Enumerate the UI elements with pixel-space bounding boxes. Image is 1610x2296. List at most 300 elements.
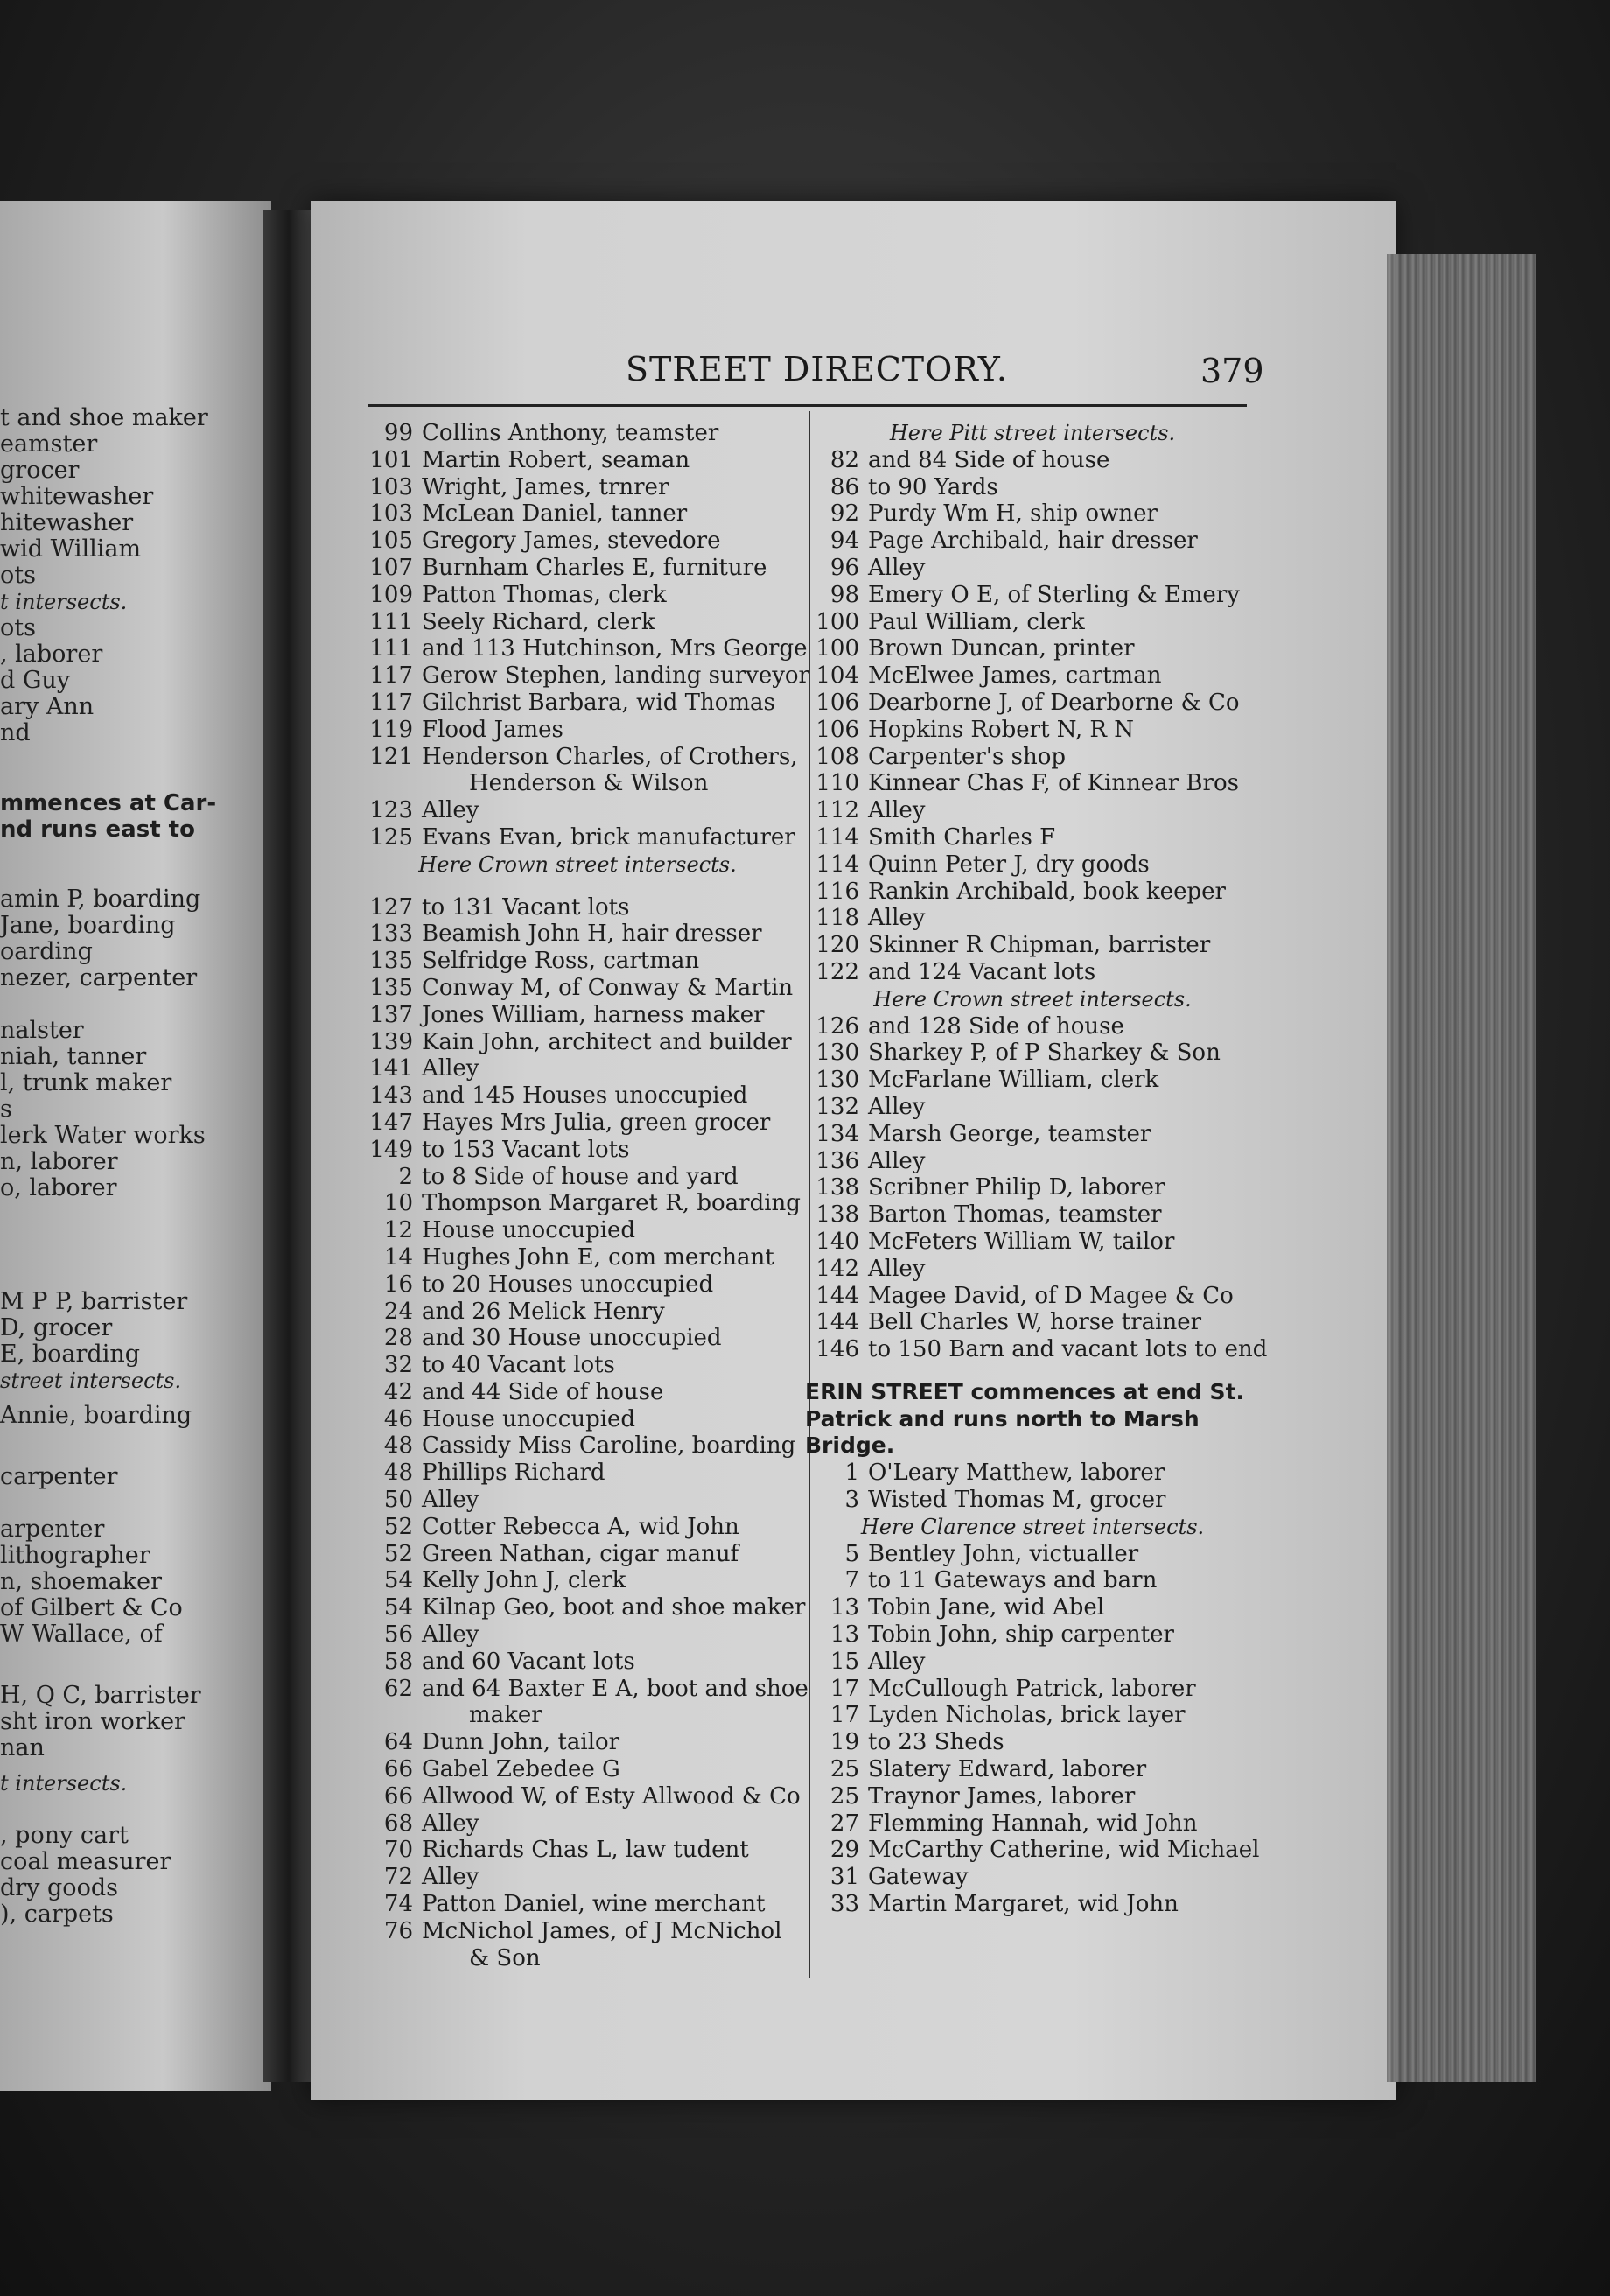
facing-page-line: n, laborer [0, 1148, 118, 1175]
facing-page-line: , pony cart [0, 1822, 129, 1849]
house-number: 64 [383, 1729, 413, 1756]
facing-page-line: amin P, boarding [0, 886, 201, 913]
house-number: 17 [830, 1702, 859, 1729]
house-number: 25 [830, 1756, 859, 1783]
directory-entry [350, 1271, 805, 1298]
resident-text: to 23 Sheds [868, 1729, 1004, 1756]
house-number: 16 [383, 1270, 413, 1298]
resident-text: to 131 Vacant lots [422, 893, 630, 920]
facing-page-line: nd [0, 719, 31, 746]
house-number: 32 [383, 1352, 413, 1379]
directory-entry [350, 500, 805, 528]
facing-page-line: M P P, barrister [0, 1288, 188, 1315]
house-number: 135 [369, 974, 413, 1001]
resident-text: Gregory James, stevedore [422, 528, 721, 555]
resident-text: Wright, James, trnrer [422, 473, 669, 500]
house-number: 136 [816, 1147, 859, 1174]
directory-entry [350, 744, 805, 771]
house-number: 103 [369, 500, 413, 528]
facing-page-line: of Gilbert & Co [0, 1594, 183, 1621]
facing-page-line: mmences at Car- [0, 790, 217, 816]
facing-page-line: carpenter [0, 1463, 118, 1490]
facing-page-line: t intersects. [0, 1771, 128, 1796]
directory-entry [350, 474, 805, 501]
house-number: 52 [383, 1540, 413, 1567]
resident-text: and 64 Baxter E A, boot and shoe [422, 1675, 808, 1702]
directory-entry [796, 555, 1269, 582]
house-number: 15 [830, 1648, 859, 1675]
house-number: 109 [369, 581, 413, 608]
directory-entry [796, 1891, 1269, 1918]
facing-page-line: nan [0, 1734, 45, 1761]
directory-entry [796, 1148, 1269, 1175]
directory-entry [350, 1137, 805, 1164]
directory-entry [796, 1040, 1269, 1067]
resident-text: Alley [422, 797, 480, 824]
directory-entry [796, 824, 1269, 851]
house-number: 54 [383, 1594, 413, 1621]
header-rule [368, 404, 1247, 407]
house-number: 94 [830, 528, 859, 555]
directory-entry [796, 447, 1269, 474]
house-number: 121 [369, 743, 413, 770]
resident-text: Collins Anthony, teamster [422, 420, 719, 446]
resident-text: Dearborne J, of Dearborne & Co [868, 689, 1240, 716]
house-number: 70 [383, 1837, 413, 1864]
directory-entry [350, 797, 805, 824]
facing-page-line: niah, tanner [0, 1043, 147, 1070]
facing-page-line: dry goods [0, 1874, 118, 1901]
directory-entry [796, 1567, 1269, 1594]
house-number: 111 [369, 635, 413, 662]
intersection-note: Here Clarence street intersects. [860, 1514, 1205, 1539]
directory-entry [796, 932, 1269, 959]
resident-text: and 30 House unoccupied [422, 1325, 722, 1352]
resident-text: Evans Evan, brick manufacturer [422, 823, 795, 850]
resident-text: McLean Daniel, tanner [422, 500, 688, 528]
intersection-note: Here Pitt street intersects. [889, 421, 1176, 445]
resident-text: Jones William, harness maker [422, 1001, 765, 1028]
resident-text: Hughes John E, com merchant [422, 1243, 774, 1270]
resident-text: Page Archibald, hair dresser [868, 528, 1198, 555]
house-number: 111 [369, 608, 413, 635]
house-number: 62 [383, 1675, 413, 1702]
facing-page-line: grocer [0, 457, 80, 484]
directory-entry [350, 1487, 805, 1514]
directory-entry [350, 609, 805, 636]
house-number: 31 [830, 1864, 859, 1891]
house-number: 13 [830, 1594, 859, 1621]
resident-text: Martin Margaret, wid John [868, 1891, 1179, 1918]
directory-entry [350, 1918, 805, 1945]
facing-page-line: coal measurer [0, 1848, 172, 1875]
house-number: 106 [816, 689, 859, 716]
resident-text: Lyden Nicholas, brick layer [868, 1702, 1186, 1729]
entry-continuation: & Son [469, 1944, 541, 1971]
directory-entry [350, 1837, 805, 1864]
directory-entry [350, 1244, 805, 1271]
house-number: 106 [816, 716, 859, 743]
directory-entry [796, 1256, 1269, 1283]
resident-text: Flood James [422, 716, 564, 743]
house-number: 19 [830, 1729, 859, 1756]
house-number: 96 [830, 554, 859, 581]
facing-page-line: t and shoe maker [0, 404, 208, 431]
resident-text: to 11 Gateways and barn [868, 1567, 1158, 1594]
directory-entry [796, 959, 1269, 986]
street-heading: ERIN STREET commences at end St. [805, 1378, 1245, 1404]
facing-page-line: nalster [0, 1017, 84, 1044]
house-number: 143 [369, 1082, 413, 1110]
house-number: 33 [830, 1891, 859, 1918]
house-number: 54 [383, 1567, 413, 1594]
house-number: 98 [830, 581, 859, 608]
resident-text: Paul William, clerk [868, 608, 1085, 635]
resident-text: Brown Duncan, printer [868, 635, 1135, 662]
house-number: 141 [369, 1055, 413, 1082]
resident-text: Alley [868, 1648, 926, 1675]
directory-entry [350, 582, 805, 609]
house-number: 2 [398, 1163, 413, 1190]
facing-page-line: lerk Water works [0, 1122, 206, 1149]
house-number: 140 [816, 1228, 859, 1255]
resident-text: Magee David, of D Magee & Co [868, 1282, 1234, 1309]
resident-text: Purdy Wm H, ship owner [868, 500, 1158, 528]
facing-page-line: W Wallace, of [0, 1620, 163, 1648]
resident-text: Gerow Stephen, landing surveyor [422, 662, 809, 690]
house-number: 120 [816, 932, 859, 959]
street-heading: Patrick and runs north to Marsh [805, 1405, 1200, 1432]
resident-text: Thompson Margaret R, boarding [422, 1190, 801, 1217]
directory-entry [796, 1541, 1269, 1568]
facing-page-line: t intersects. [0, 590, 128, 614]
house-number: 119 [369, 716, 413, 743]
directory-entry [350, 1729, 805, 1756]
house-number: 99 [383, 420, 413, 446]
directory-entry [350, 920, 805, 948]
resident-text: and 26 Melick Henry [422, 1298, 665, 1325]
directory-entry [350, 948, 805, 975]
directory-entry [796, 474, 1269, 501]
directory-entry [350, 635, 808, 662]
directory-entry [796, 797, 1269, 824]
directory-entry [350, 975, 805, 1002]
house-number: 144 [816, 1282, 859, 1309]
directory-entry [796, 500, 1269, 528]
house-number: 92 [830, 500, 859, 528]
page-number: 379 [1200, 352, 1264, 390]
house-number: 24 [383, 1298, 413, 1325]
directory-entry [796, 582, 1269, 609]
house-number: 127 [369, 893, 413, 920]
directory-entry [796, 1676, 1269, 1703]
resident-text: McFeters William W, tailor [868, 1228, 1175, 1255]
facing-page-line: nezer, carpenter [0, 964, 198, 991]
resident-text: Kinnear Chas F, of Kinnear Bros [868, 770, 1239, 797]
house-number: 52 [383, 1513, 413, 1540]
facing-page-line: Annie, boarding [0, 1402, 192, 1429]
facing-page-line: ), carpets [0, 1900, 114, 1928]
resident-text: Cassidy Miss Caroline, boarding [422, 1432, 796, 1460]
directory-entry [796, 905, 1269, 932]
resident-text: Tobin John, ship carpenter [868, 1621, 1174, 1648]
house-number: 1 [844, 1460, 859, 1487]
house-number: 12 [383, 1217, 413, 1244]
facing-page-line: ary Ann [0, 693, 94, 720]
house-number: 100 [816, 635, 859, 662]
house-number: 138 [816, 1174, 859, 1201]
resident-text: Gateway [868, 1864, 969, 1891]
house-number: 116 [816, 878, 859, 905]
resident-text: Cotter Rebecca A, wid John [422, 1513, 739, 1540]
directory-entry [350, 1567, 805, 1594]
house-number: 135 [369, 948, 413, 975]
resident-text: Beamish John H, hair dresser [422, 920, 762, 948]
left-column [350, 420, 809, 1971]
resident-text: Emery O E, of Sterling & Emery [868, 581, 1240, 608]
resident-text: Slatery Edward, laborer [868, 1756, 1147, 1783]
resident-text: Flemming Hannah, wid John [868, 1810, 1198, 1837]
entry-continuation: maker [469, 1702, 542, 1729]
resident-text: Traynor James, laborer [868, 1782, 1136, 1810]
facing-page-line: ots [0, 614, 36, 641]
resident-text: and 145 Houses unoccupied [422, 1082, 748, 1110]
house-number: 66 [383, 1782, 413, 1810]
house-number: 50 [383, 1487, 413, 1514]
facing-page [0, 201, 271, 2091]
directory-entry [350, 1352, 805, 1379]
directory-entry [350, 1783, 805, 1810]
house-number: 25 [830, 1782, 859, 1810]
facing-page-line: s [0, 1096, 12, 1123]
facing-page-line: o, laborer [0, 1174, 117, 1201]
resident-text: Alley [422, 1487, 480, 1514]
facing-page-line: arpenter [0, 1516, 105, 1543]
resident-text: Gabel Zebedee G [422, 1756, 620, 1783]
directory-entry [796, 878, 1269, 906]
directory-entry [350, 894, 805, 921]
directory-entry [350, 420, 805, 447]
resident-text: Rankin Archibald, book keeper [868, 878, 1226, 905]
facing-page-line: n, shoemaker [0, 1568, 162, 1595]
resident-text: Hopkins Robert N, R N [868, 716, 1135, 743]
resident-text: and 60 Vacant lots [422, 1648, 635, 1675]
resident-text: Wisted Thomas M, grocer [868, 1487, 1166, 1514]
facing-page-line: d Guy [0, 667, 71, 694]
directory-entry [350, 1432, 805, 1460]
directory-entry [796, 1201, 1269, 1228]
spacer [796, 1363, 1269, 1379]
house-number: 66 [383, 1756, 413, 1783]
house-number: 126 [816, 1012, 859, 1040]
right-column [796, 420, 1269, 1918]
resident-text: to 8 Side of house and yard [422, 1163, 738, 1190]
house-number: 103 [369, 473, 413, 500]
directory-entry [796, 1283, 1269, 1310]
facing-page-line: ots [0, 562, 36, 589]
house-number: 72 [383, 1864, 413, 1891]
house-number: 118 [816, 905, 859, 932]
facing-page-line: nd runs east to [0, 816, 195, 843]
directory-entry [796, 1067, 1269, 1094]
facing-page-line: oarding [0, 938, 93, 965]
house-number: 74 [383, 1891, 413, 1918]
resident-text: Kelly John J, clerk [422, 1567, 626, 1594]
house-number: 112 [816, 797, 859, 824]
resident-text: Hayes Mrs Julia, green grocer [422, 1109, 771, 1136]
facing-page-line: street intersects. [0, 1368, 182, 1393]
facing-page-line: , laborer [0, 640, 103, 668]
directory-entry [350, 1082, 805, 1110]
directory-entry [796, 1460, 1269, 1487]
directory-entry [796, 1810, 1269, 1838]
house-number: 76 [383, 1917, 413, 1944]
resident-text: Martin Robert, seaman [422, 446, 690, 473]
directory-entry [796, 744, 1269, 771]
resident-text: Richards Chas L, law tudent [422, 1837, 749, 1864]
resident-text: McNichol James, of J McNichol [422, 1917, 782, 1944]
resident-text: Alley [422, 1864, 480, 1891]
house-number: 138 [816, 1201, 859, 1228]
facing-page-line: H, Q C, barrister [0, 1682, 201, 1709]
house-number: 13 [830, 1621, 859, 1648]
house-number: 144 [816, 1309, 859, 1336]
resident-text: to 40 Vacant lots [422, 1352, 615, 1379]
resident-text: Kilnap Geo, boot and shoe maker [422, 1594, 806, 1621]
facing-page-line: E, boarding [0, 1340, 141, 1368]
house-number: 114 [816, 823, 859, 850]
intersection-note: Here Crown street intersects. [418, 851, 737, 877]
house-number: 10 [383, 1190, 413, 1217]
directory-entry [350, 1298, 805, 1326]
house-number: 117 [369, 662, 413, 690]
directory-entry [350, 1164, 805, 1191]
resident-text: Bell Charles W, horse trainer [868, 1309, 1202, 1336]
house-number: 108 [816, 743, 859, 770]
house-number: 130 [816, 1067, 859, 1094]
resident-text: Alley [868, 1147, 926, 1174]
house-number: 139 [369, 1028, 413, 1055]
resident-text: Tobin Jane, wid Abel [868, 1594, 1105, 1621]
house-number: 105 [369, 528, 413, 555]
facing-page-line: whitewasher [0, 483, 154, 510]
page-title: STREET DIRECTORY. [626, 350, 1009, 388]
directory-entry [796, 662, 1269, 690]
resident-text: and 44 Side of house [422, 1378, 664, 1405]
resident-text: Alley [868, 1093, 926, 1120]
facing-page-line: lithographer [0, 1542, 150, 1569]
directory-entry [350, 1891, 805, 1918]
directory-entry [796, 1013, 1269, 1040]
resident-text: Quinn Peter J, dry goods [868, 850, 1150, 878]
directory-entry [796, 1594, 1269, 1621]
house-number: 107 [369, 554, 413, 581]
house-number: 56 [383, 1621, 413, 1648]
resident-text: Alley [868, 1255, 926, 1282]
resident-text: Skinner R Chipman, barrister [868, 932, 1211, 959]
directory-entry [796, 635, 1269, 662]
facing-page-line: sht iron worker [0, 1708, 186, 1735]
directory-entry [350, 1029, 805, 1056]
directory-entry [796, 1121, 1269, 1148]
resident-text: Kain John, architect and builder [422, 1028, 792, 1055]
directory-entry [796, 717, 1269, 744]
resident-text: Barton Thomas, teamster [868, 1201, 1162, 1228]
house-number: 123 [369, 797, 413, 824]
resident-text: to 20 Houses unoccupied [422, 1270, 714, 1298]
directory-entry [796, 1487, 1269, 1514]
house-number: 125 [369, 823, 413, 850]
house-number: 29 [830, 1837, 859, 1864]
directory-entry [796, 851, 1269, 878]
directory-entry [350, 1406, 805, 1433]
directory-entry [350, 1648, 805, 1676]
directory-entry [350, 1594, 805, 1621]
book-gutter [262, 210, 315, 2082]
resident-text: and 113 Hutchinson, Mrs George [422, 635, 808, 662]
house-number: 137 [369, 1001, 413, 1028]
house-number: 146 [816, 1336, 859, 1363]
resident-text: Burnham Charles E, furniture [422, 554, 767, 581]
resident-text: Allwood W, of Esty Allwood & Co [422, 1782, 801, 1810]
resident-text: Green Nathan, cigar manuf [422, 1540, 739, 1567]
resident-text: to 153 Vacant lots [422, 1136, 630, 1163]
resident-text: Smith Charles F [868, 823, 1056, 850]
resident-text: O'Leary Matthew, laborer [868, 1460, 1166, 1487]
directory-entry [350, 717, 805, 744]
directory-entry [350, 528, 805, 555]
resident-text: Dunn John, tailor [422, 1729, 620, 1756]
house-number: 114 [816, 850, 859, 878]
resident-text: Marsh George, teamster [868, 1120, 1152, 1147]
house-number: 100 [816, 608, 859, 635]
house-number: 122 [816, 958, 859, 985]
house-number: 27 [830, 1810, 859, 1837]
directory-entry [350, 1514, 805, 1541]
directory-entry [350, 1190, 805, 1217]
directory-entry [350, 1110, 805, 1137]
house-number: 133 [369, 920, 413, 948]
directory-entry [796, 1336, 1269, 1363]
directory-entry [350, 1055, 805, 1082]
directory-entry [796, 770, 1269, 797]
directory-entry [350, 1541, 805, 1568]
resident-text: and 124 Vacant lots [868, 958, 1096, 985]
resident-text: to 150 Barn and vacant lots to end [868, 1336, 1268, 1363]
directory-entry [796, 690, 1269, 717]
house-number: 68 [383, 1810, 413, 1837]
resident-text: Scribner Philip D, laborer [868, 1174, 1166, 1201]
resident-text: Gilchrist Barbara, wid Thomas [422, 689, 775, 716]
house-number: 14 [383, 1243, 413, 1270]
resident-text: Bentley John, victualler [868, 1540, 1139, 1567]
directory-entry [796, 1228, 1269, 1256]
house-number: 42 [383, 1378, 413, 1405]
directory-entry [350, 1002, 805, 1029]
house-number: 117 [369, 689, 413, 716]
resident-text: Alley [868, 797, 926, 824]
house-number: 147 [369, 1109, 413, 1136]
directory-entry [796, 1729, 1269, 1756]
spacer [350, 878, 805, 894]
directory-entry [350, 662, 809, 690]
house-number: 48 [383, 1432, 413, 1460]
house-number: 142 [816, 1255, 859, 1282]
resident-text: Henderson Charles, of Crothers, [422, 743, 798, 770]
resident-text: Phillips Richard [422, 1460, 606, 1487]
street-heading: Bridge. [805, 1432, 895, 1459]
directory-entry [350, 555, 805, 582]
